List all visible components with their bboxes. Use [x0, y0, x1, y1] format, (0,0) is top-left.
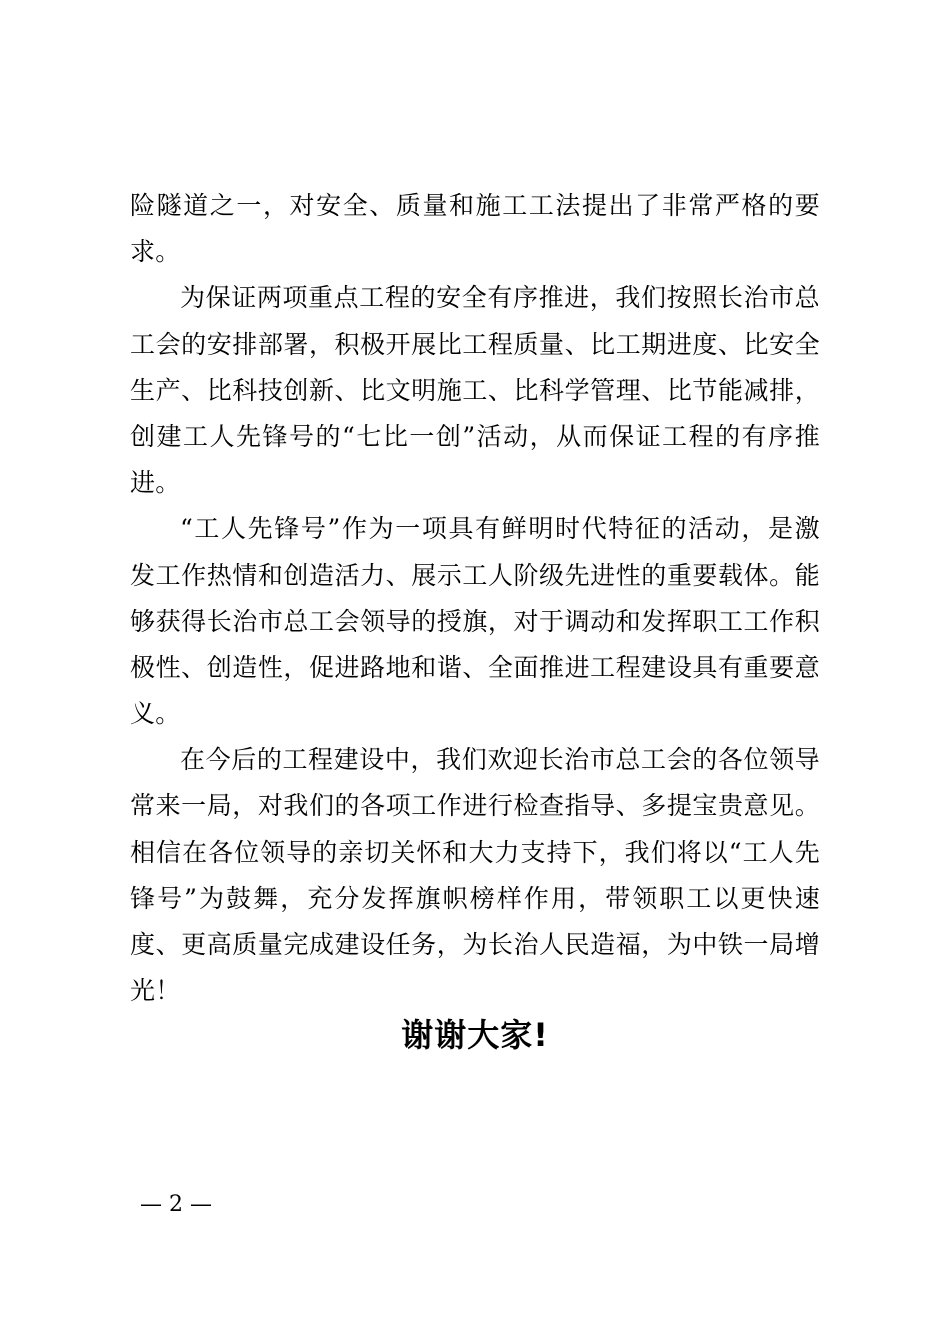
text-line: 度、更高质量完成建设任务，为长治人民造福，为中铁一局增	[130, 930, 820, 959]
text-line: 光！	[130, 976, 181, 1006]
text-line: 险隧道之一，对安全、质量和施工工法提出了非常严格的要	[130, 191, 820, 220]
text-line: 常来一局，对我们的各项工作进行检查指导、多提宝贵意见。	[130, 791, 820, 821]
page-number: — 2 —	[140, 1192, 212, 1217]
closing-remark: 谢谢大家!	[401, 1016, 549, 1054]
text-line: 工会的安排部署，积极开展比工程质量、比工期进度、比安全	[130, 329, 820, 359]
text-line: 极性、创造性，促进路地和谐、全面推进工程建设具有重要意	[130, 652, 820, 682]
text-line: 相信在各位领导的亲切关怀和大力支持下，我们将以“工人先	[130, 837, 820, 867]
text-line: 义。	[130, 699, 181, 729]
text-line: 生产、比科技创新、比文明施工、比科学管理、比节能减排，	[130, 375, 820, 405]
text-line: 够获得长治市总工会领导的授旗，对于调动和发挥职工工作积	[130, 606, 820, 636]
body-text	[130, 183, 820, 1014]
text-line: 在今后的工程建设中，我们欢迎长治市总工会的各位领导	[180, 745, 820, 775]
text-line: 发工作热情和创造活力、展示工人阶级先进性的重要载体。能	[130, 560, 820, 590]
text-line: 进。	[130, 468, 181, 498]
text-line: “工人先锋号”作为一项具有鲜明时代特征的活动，是激	[180, 514, 820, 544]
text-line: 锋号”为鼓舞，充分发挥旗帜榜样作用，带领职工以更快速	[130, 883, 820, 913]
text-line: 求。	[130, 237, 181, 267]
text-line: 创建工人先锋号的“七比一创”活动，从而保证工程的有序推	[130, 421, 820, 451]
text-line: 为保证两项重点工程的安全有序推进，我们按照长治市总	[180, 283, 820, 313]
